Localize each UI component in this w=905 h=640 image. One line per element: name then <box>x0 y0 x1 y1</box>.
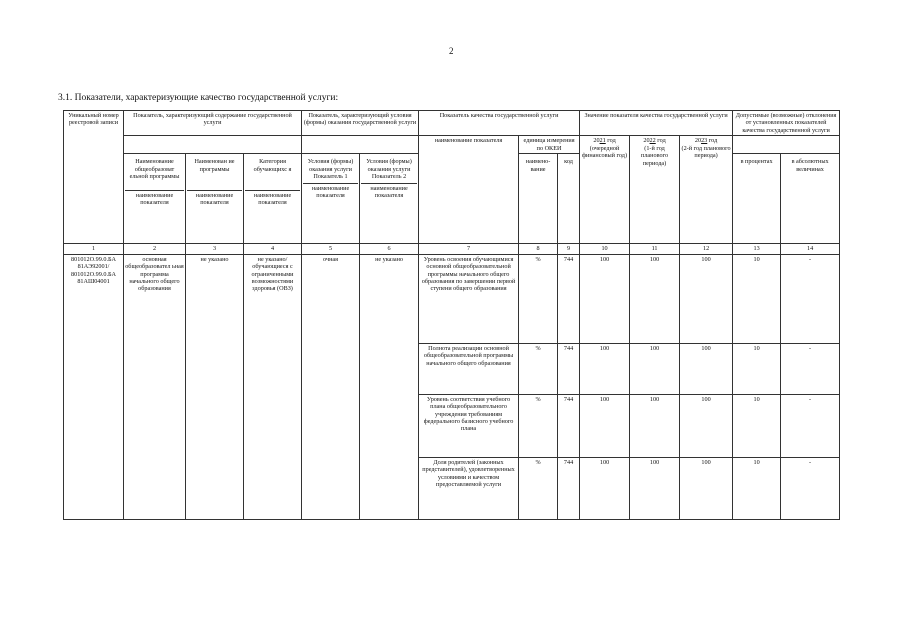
form1-cell: очная <box>302 254 360 519</box>
indicator-name: Полнота реализации основной общеобразовательной программы начального общего образования <box>419 343 519 394</box>
value-year2: 100 <box>630 343 680 394</box>
value-year2: 100 <box>630 457 680 519</box>
content-indicator-header: Показатель, характеризующий содержание государственной услуги <box>124 111 302 136</box>
value-year1: 100 <box>580 394 630 457</box>
condition-col-1: Условия (формы) оказания услуги Показатель 1 наименование показателя <box>302 154 360 244</box>
year2-header: 2022 год (1-й год планового периода) <box>630 136 680 244</box>
col-number: 11 <box>630 244 680 254</box>
year3-header: 2023 год (2-й год планового периода) <box>680 136 733 244</box>
deviation-percent: 10 <box>733 457 781 519</box>
unit-code: 744 <box>558 254 580 343</box>
year1-header: 2021 год (очередной финансовый год) <box>580 136 630 244</box>
category-cell: не указано/ обучающиеся с ограниченными возможностями здоровья (ОВЗ) <box>244 254 302 519</box>
col-number: 5 <box>302 244 360 254</box>
unit-name: % <box>519 343 558 394</box>
indicator-name: Уровень освоения обучающимися основной общеобразовательной программы начального общего образования по завершении первой ступени общего образования <box>419 254 519 343</box>
value-year3: 100 <box>680 394 733 457</box>
conditions-indicator-header: Показатель, характеризующий условия (формы) оказания государственной услуги <box>302 111 419 136</box>
condition-col-2: Условия (формы) оказания услуги Показатель 2 наименование показателя <box>360 154 419 244</box>
col-number: 8 <box>519 244 558 254</box>
unit-name: % <box>519 394 558 457</box>
deviation-percent: 10 <box>733 254 781 343</box>
unit-code-header: код <box>558 154 580 244</box>
unit-name: % <box>519 254 558 343</box>
value-year1: 100 <box>580 343 630 394</box>
value-year3: 100 <box>680 254 733 343</box>
quality-indicators-table <box>63 110 840 520</box>
col-number: 3 <box>186 244 244 254</box>
unit-code: 744 <box>558 457 580 519</box>
col-number: 1 <box>64 244 124 254</box>
indicator-name-header: наименование показателя <box>419 136 519 244</box>
value-year2: 100 <box>630 254 680 343</box>
col-number: 7 <box>419 244 519 254</box>
table-row <box>64 254 840 343</box>
program-name-cell: не указано <box>186 254 244 519</box>
deviation-percent: 10 <box>733 394 781 457</box>
deviation-absolute: - <box>781 457 840 519</box>
unit-code: 744 <box>558 394 580 457</box>
content-col-3: Категория обучающихс я наименование показателя <box>244 154 302 244</box>
value-year3: 100 <box>680 343 733 394</box>
section-title: 3.1. Показатели, характеризующие качество государственной услуги: <box>58 93 339 103</box>
value-year3: 100 <box>680 457 733 519</box>
unit-code: 744 <box>558 343 580 394</box>
page-number: 2 <box>449 46 454 56</box>
indicator-name: Доля родителей (законных представителей), удовлетворенных условиями и качеством предоставляемой услуги <box>419 457 519 519</box>
header-row-1 <box>64 111 840 136</box>
unit-name: % <box>519 457 558 519</box>
program-cell: основная общеобразовател ьная программа начального общего образования <box>124 254 186 519</box>
deviation-absolute: - <box>781 394 840 457</box>
unique-number-header: Уникальный номер реестровой записи <box>64 111 124 244</box>
header-row-2 <box>64 136 840 154</box>
unit-name-header: наимено-вание <box>519 154 558 244</box>
content-col-2: Наименован ие программы наименование показателя <box>186 154 244 244</box>
unit-header: единица измерения по ОКЕИ <box>519 136 580 154</box>
quality-indicator-header: Показатель качества государственной услуги <box>419 111 580 136</box>
col-number: 9 <box>558 244 580 254</box>
col-number: 6 <box>360 244 419 254</box>
value-year2: 100 <box>630 394 680 457</box>
indicator-name: Уровень соответствия учебного плана общеобразовательного учреждения требованиям федерального базисного учебного плана <box>419 394 519 457</box>
deviation-percent: 10 <box>733 343 781 394</box>
form2-cell: не указано <box>360 254 419 519</box>
col-number: 2 <box>124 244 186 254</box>
registry-code: 801012О.99.0.БА 81АЭ92001/ 801012О.99.0.БА 81АШ04001 <box>64 254 124 519</box>
content-col-1: Наименование общеобразоват ельной программы наименование показателя <box>124 154 186 244</box>
col-number: 14 <box>781 244 840 254</box>
column-numbers-row <box>64 244 840 254</box>
deviation-percent-header: в процентах <box>733 154 781 244</box>
deviation-absolute: - <box>781 254 840 343</box>
value-year1: 100 <box>580 254 630 343</box>
indicator-value-header: Значение показателя качества государственной услуги <box>580 111 733 136</box>
col-number: 4 <box>244 244 302 254</box>
deviation-absolute: - <box>781 343 840 394</box>
deviation-absolute-header: в абсолютных величинах <box>781 154 840 244</box>
deviation-header: Допустимые (возможные) отклонения от установленных показателей качества государственной услуги <box>733 111 840 136</box>
col-number: 10 <box>580 244 630 254</box>
col-number: 13 <box>733 244 781 254</box>
col-number: 12 <box>680 244 733 254</box>
value-year1: 100 <box>580 457 630 519</box>
